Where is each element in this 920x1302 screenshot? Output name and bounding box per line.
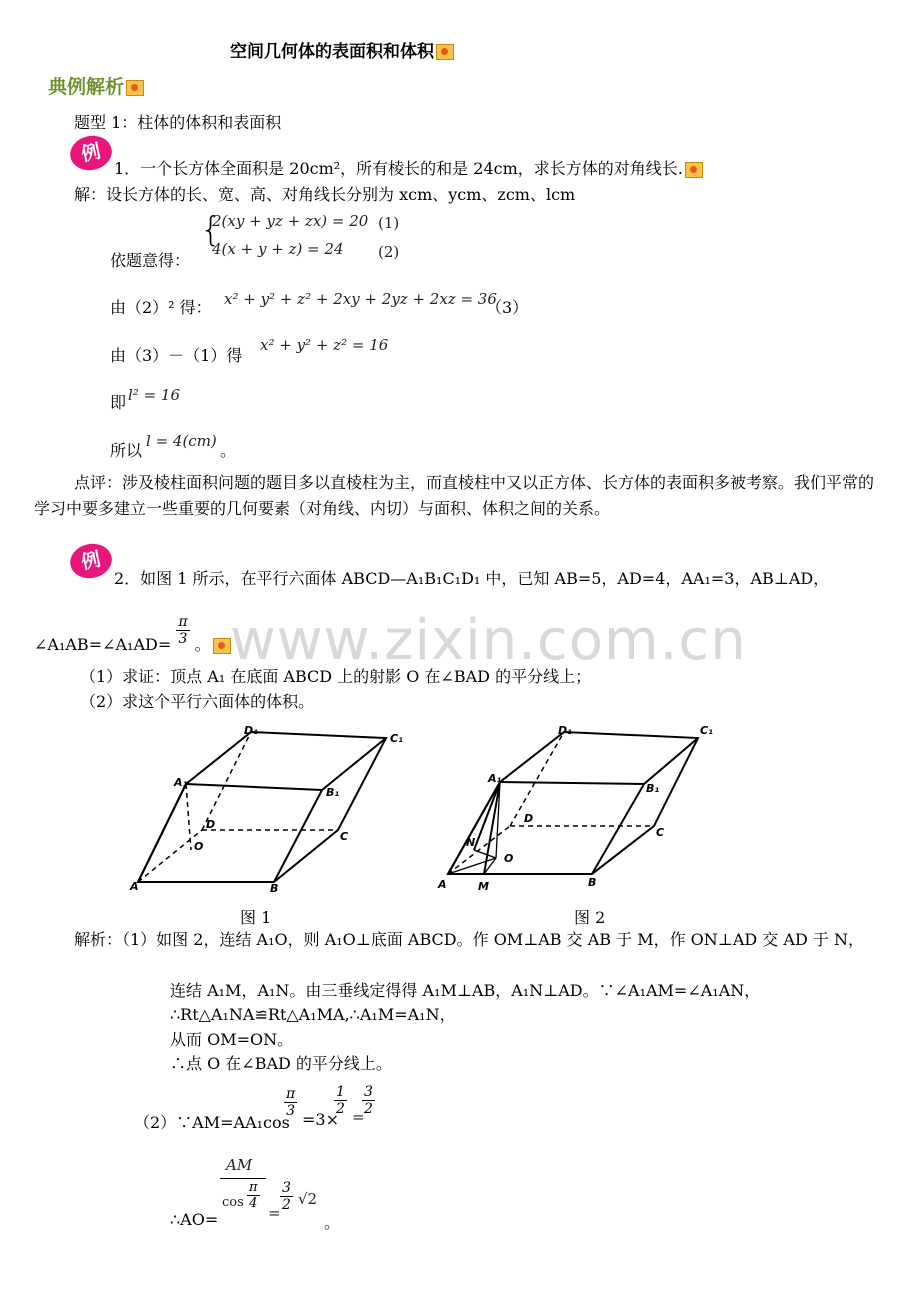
ex2-sol3-sqrt: √2 bbox=[298, 1190, 318, 1208]
label-B1: B₁ bbox=[326, 786, 340, 799]
ex2-sol3-cos: cos bbox=[222, 1195, 244, 1210]
label-C: C bbox=[340, 830, 349, 843]
label-B: B bbox=[588, 876, 597, 889]
note-icon[interactable] bbox=[213, 638, 231, 654]
ex2-sol1-c: ∴Rt△A₁NA≌Rt△A₁MA,∴A₁M=A₁N， bbox=[170, 1005, 456, 1024]
label-M: M bbox=[478, 880, 489, 893]
ex2-sol2-eq: = bbox=[352, 1108, 365, 1126]
label-C: C bbox=[656, 826, 665, 839]
ex2-sol2-frac-pi3: $\frac{\pi}{3}$ bbox=[286, 1086, 296, 1119]
ex2-sol1-d: 从而 OM=ON。 bbox=[170, 1030, 294, 1049]
ex2-sol2-frac-result: $\frac{3}{2}$ bbox=[364, 1084, 373, 1117]
label-N: N bbox=[466, 836, 476, 849]
label-O: O bbox=[504, 852, 514, 865]
page-title: 空间几何体的表面积和体积 bbox=[230, 37, 454, 62]
note-icon[interactable] bbox=[685, 162, 703, 178]
fraction: $\frac{\pi}{3}$ bbox=[178, 614, 188, 647]
ex2-sol3-frac-pi4: $\frac{\pi}{4}$ bbox=[249, 1180, 258, 1211]
ex2-sol1-a: 解析：（1）如图 2，连结 A₁O，则 A₁O⊥底面 ABCD。作 OM⊥AB 交 AB 于 M，作 ON⊥AD 交 AD 于 N， bbox=[74, 930, 864, 949]
figure-2 bbox=[434, 722, 724, 894]
ex2-sol2-frac-half: $\frac{1}{2}$ bbox=[336, 1084, 345, 1117]
label-A: A bbox=[130, 880, 139, 893]
ex2-part2: （2）求这个平行六面体的体积。 bbox=[80, 692, 315, 711]
label-A1: A₁ bbox=[174, 776, 188, 789]
fraction-bar bbox=[220, 1178, 266, 1179]
ex1-line-you2: 由（2）² 得： bbox=[110, 298, 212, 317]
note-icon[interactable] bbox=[436, 44, 454, 60]
ex1-eq1-tag: (1) bbox=[378, 214, 400, 232]
ex1-eq5: l² = 16 bbox=[128, 386, 181, 404]
ex2-question-b: ∠A₁AB=∠A₁AD= $\frac{\pi}{3}$ 。 bbox=[34, 632, 231, 655]
ex2-sol1-b: 连结 A₁M，A₁N。由三垂线定得得 A₁M⊥AB，A₁N⊥AD。∵∠A₁AM=∠A₁AN， bbox=[170, 981, 761, 1000]
ex1-eq6-end: 。 bbox=[220, 441, 237, 460]
ex1-line-ji: 即 bbox=[110, 393, 127, 412]
ex1-eq3-tag: （3） bbox=[486, 298, 529, 317]
ex2-sol3-end: 。 bbox=[324, 1213, 341, 1232]
label-C1: C₁ bbox=[390, 732, 403, 745]
ex1-comment: 点评：涉及棱柱面积问题的题目多以直棱柱为主，而直棱柱中又以正方体、长方体的表面积多被考察。我们平常的学习中要多建立一些重要的几何要素（对角线、内切）与面积、体积之间的关系。 bbox=[34, 473, 875, 518]
ex2-sol1-e: ∴点 O 在∠BAD 的平分线上。 bbox=[170, 1054, 392, 1073]
label-B1: B₁ bbox=[646, 782, 660, 795]
label-C1: C₁ bbox=[700, 724, 713, 737]
watermark: www.zixin.com.cn bbox=[230, 608, 747, 673]
ex2-sol2-mid: =3× bbox=[302, 1110, 339, 1129]
ex2-sol3-eq: = bbox=[268, 1204, 281, 1222]
ex2-part1: （1）求证：顶点 A₁ 在底面 ABCD 上的射影 O 在∠BAD 的平分线上； bbox=[80, 667, 592, 686]
fig2-caption: 图 2 bbox=[574, 908, 606, 927]
label-A: A bbox=[438, 878, 447, 891]
ex1-eq2-tag: (2) bbox=[378, 243, 400, 261]
note-icon[interactable] bbox=[126, 80, 144, 96]
label-B: B bbox=[270, 882, 279, 894]
label-D: D bbox=[524, 812, 534, 825]
ex1-eq4: x² + y² + z² = 16 bbox=[260, 336, 389, 354]
section-heading: 典例解析 bbox=[48, 72, 144, 99]
ex1-line-yiti: 依题意得： bbox=[110, 251, 191, 270]
ex2-sol3-a: ∴AO= bbox=[170, 1210, 219, 1229]
label-D1: D₁ bbox=[244, 724, 258, 737]
label-O: O bbox=[194, 840, 204, 853]
example-badge: 例 bbox=[67, 540, 115, 582]
fig1-caption: 图 1 bbox=[240, 908, 272, 927]
example-badge: 例 bbox=[67, 132, 115, 174]
ex1-eq6: l = 4(cm) bbox=[146, 432, 217, 450]
ex2-question-a: 2．如图 1 所示，在平行六面体 ABCD—A₁B₁C₁D₁ 中，已知 AB=5，AD=4，AA₁=3，AB⊥AD， bbox=[114, 569, 830, 588]
ex1-question: 1．一个长方体全面积是 20cm²，所有棱长的和是 24cm，求长方体的对角线长. bbox=[114, 156, 703, 179]
ex1-line-you3: 由（3）－（1）得 bbox=[110, 346, 243, 365]
label-A1: A₁ bbox=[488, 772, 502, 785]
ex2-sol2-a: （2）∵AM=AA₁cos bbox=[134, 1113, 290, 1132]
ex1-solution-intro: 解：设长方体的长、宽、高、对角线长分别为 xcm、ycm、zcm、lcm bbox=[74, 185, 576, 204]
ex1-line-suoyi: 所以 bbox=[110, 441, 143, 460]
topic-line: 题型 1：柱体的体积和表面积 bbox=[74, 113, 282, 132]
figure-1 bbox=[126, 722, 416, 894]
ex1-eq3: x² + y² + z² + 2xy + 2yz + 2xz = 36 bbox=[224, 290, 497, 308]
label-D1: D₁ bbox=[558, 724, 572, 737]
ex1-eq2: 4(x + y + z) = 24 bbox=[212, 240, 344, 258]
label-D: D bbox=[206, 818, 216, 831]
brace: { bbox=[200, 210, 222, 250]
ex1-eq1: 2(xy + yz + zx) = 20 bbox=[212, 212, 369, 230]
ex2-sol3-num: AM bbox=[226, 1156, 253, 1174]
ex2-sol3-frac-result: $\frac{3}{2}$ bbox=[282, 1180, 291, 1213]
